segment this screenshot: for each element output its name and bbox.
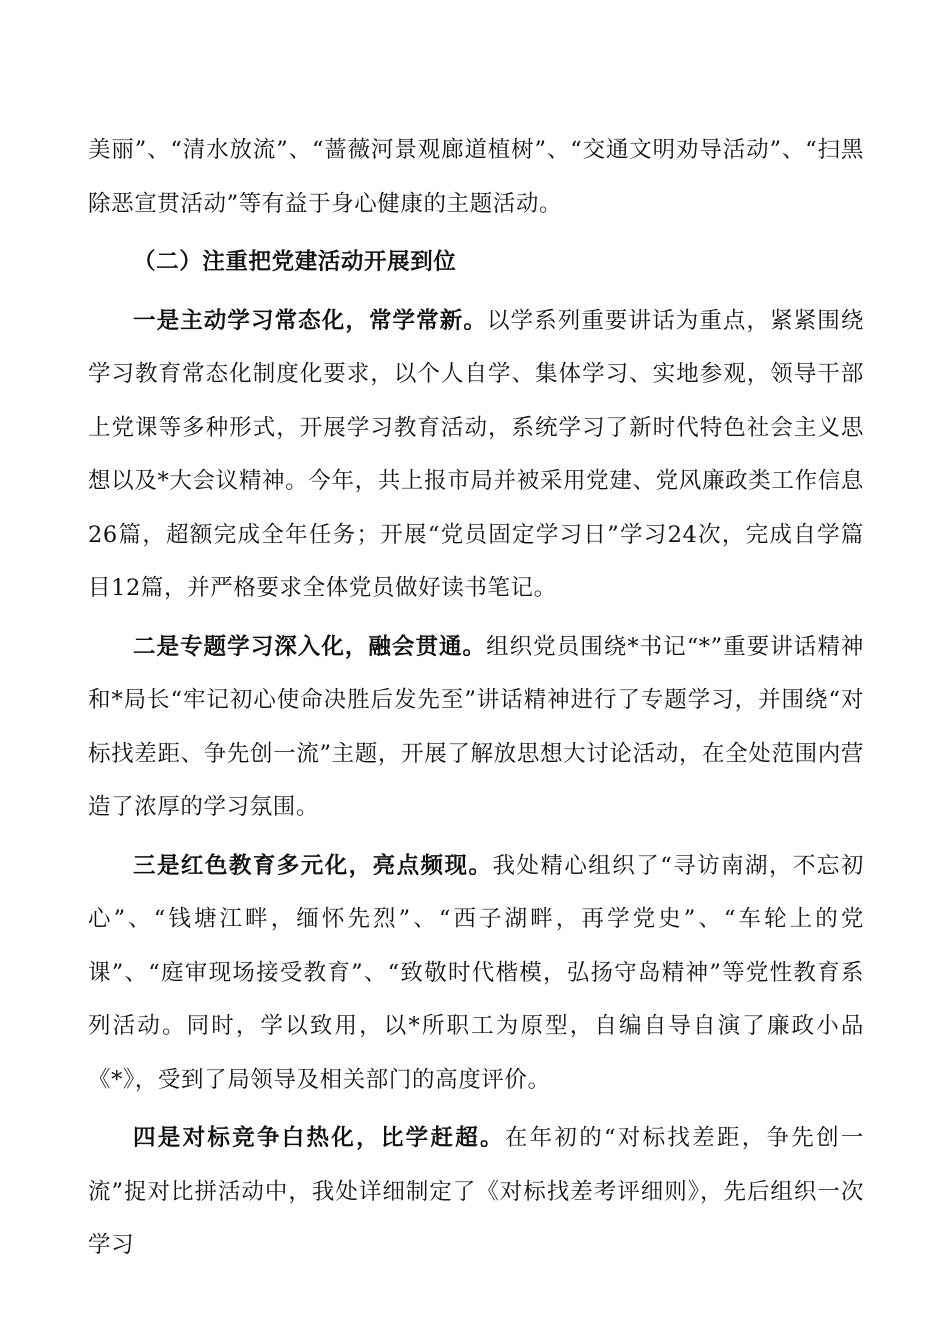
- paragraph-body: 我处精心组织了“寻访南湖，不忘初心”、“钱塘江畔，缅怀先烈”、“西子湖畔，再学党史”、“车轮上的党课”、“庭审现场接受教育”、“致敬时代楷模，弘扬守岛精神”等党性教育系列活动。同时，学以致用，以*所职工为原型，自编自导自演了廉政小品《*》，受到了局领导及相关部门的高度评价。: [88, 852, 864, 1093]
- paragraph-1: [88, 295, 864, 616]
- document-body: [88, 124, 864, 1273]
- paragraph-lead: 二是专题学习深入化，融会贯通。: [133, 633, 487, 660]
- paragraph-body: 以学系列重要讲话为重点，紧紧围绕学习教育常态化制度化要求，以个人自学、集体学习、实地参观，领导干部上党课等多种形式，开展学习教育活动，系统学习了新时代特色社会主义思想以及*大会议精神。今年，共上报市局并被采用党建、党风廉政类工作信息26篇，超额完成全年任务；开展“党员固定学习日”学习24次，完成自学篇目12篇，并严格要求全体党员做好读书笔记。: [88, 307, 864, 601]
- section-heading: （二）注重把党建活动开展到位: [133, 249, 457, 275]
- paragraph-lead: 三是红色教育多元化，亮点频现。: [133, 852, 493, 879]
- continued-paragraph: 美丽”、“清水放流”、“蔷薇河景观廊道植树”、“交通文明劝导活动”、“扫黑除恶宣贯活动”等有益于身心健康的主题活动。: [88, 137, 864, 217]
- paragraph-4: [88, 1112, 864, 1273]
- paragraph-3: [88, 840, 864, 1108]
- paragraph-lead: 四是对标竞争白热化，比学赶超。: [133, 1125, 505, 1151]
- paragraph-body: 组织党员围绕*书记“*”重要讲话精神和*局长“牢记初心使命决胜后发先至”讲话精神进行了专题学习，并围绕“对标找差距、争先创一流”主题，开展了解放思想大讨论活动，在全处范围内营造了浓厚的学习氛围。: [88, 633, 864, 820]
- paragraph-body: 在年初的“对标找差距，争先创一流”捉对比拼活动中，我处详细制定了《对标找差考评细则》，先后组织一次学习: [88, 1125, 864, 1258]
- paragraph-2: [88, 621, 864, 835]
- paragraph-lead: 一是主动学习常态化，常学常新。: [133, 307, 487, 334]
